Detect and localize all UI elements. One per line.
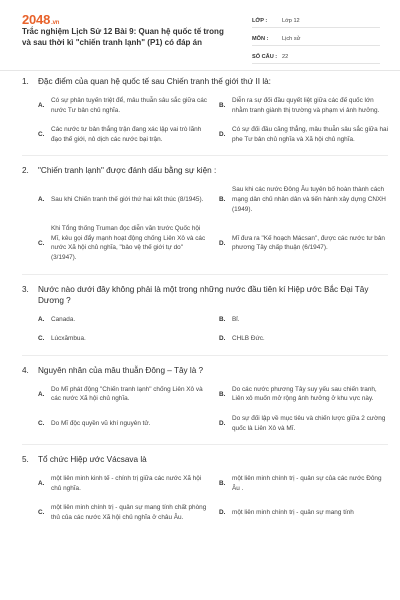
option-a[interactable] xyxy=(38,185,207,214)
question-4 xyxy=(0,365,400,445)
question-text: Nguyên nhân của mâu thuẫn Đông – Tây là ? xyxy=(38,365,204,375)
option-letter: C. xyxy=(38,419,45,427)
option-text: Bỉ. xyxy=(232,315,240,323)
meta-class-label: LỚP : xyxy=(252,17,268,24)
option-c[interactable] xyxy=(38,125,207,144)
option-text: một liên minh chính trị - quân sự của các nước Đông Âu . xyxy=(232,475,382,492)
option-letter: B. xyxy=(219,315,226,323)
option-text: một liên minh chính trị - quân sự mang tính chất phòng thủ của các nước Xã hội chủ nghĩa ở châu Âu. xyxy=(51,504,207,521)
option-letter: A. xyxy=(38,479,45,487)
option-d[interactable] xyxy=(219,125,388,144)
option-text: CHLB Đức. xyxy=(232,335,265,343)
question-3 xyxy=(0,284,400,356)
question-1 xyxy=(0,76,400,156)
option-letter: B. xyxy=(219,101,226,109)
option-c[interactable] xyxy=(38,414,207,433)
question-header xyxy=(22,284,388,306)
option-text: một liên minh kinh tế - chính trị giữa các nước Xã hội chủ nghĩa. xyxy=(51,475,202,492)
option-text: Sau khi Chiến tranh thế giới thứ hai kết thúc (8/1945). xyxy=(51,195,204,203)
option-letter: D. xyxy=(219,335,226,343)
question-text: "Chiến tranh lạnh" được đánh dấu bằng sự kiện : xyxy=(38,166,217,176)
option-text: Do Mĩ độc quyền vũ khí nguyên tử. xyxy=(51,419,151,427)
question-number: 3. xyxy=(22,284,29,294)
option-letter: D. xyxy=(219,239,226,247)
option-a[interactable] xyxy=(38,385,207,404)
logo-sub: .vn xyxy=(51,20,60,26)
option-b[interactable] xyxy=(219,385,388,404)
option-b[interactable] xyxy=(219,315,388,325)
question-divider xyxy=(22,155,388,156)
option-text: Do sự đối lập về mục tiêu và chiến lược giữa 2 cường quốc là Liên Xô và Mĩ. xyxy=(232,414,386,432)
option-text: Có sự phân tuyến triệt để, mâu thuẫn sâu sắc giữa các nước Tư bản chủ nghĩa. xyxy=(51,97,207,114)
option-b[interactable] xyxy=(219,474,388,493)
option-letter: C. xyxy=(38,130,45,138)
option-b[interactable] xyxy=(219,185,388,214)
meta-count-value: 22 xyxy=(282,53,289,60)
option-d[interactable] xyxy=(219,503,388,522)
option-b[interactable] xyxy=(219,96,388,115)
question-list xyxy=(0,76,400,522)
question-number: 4. xyxy=(22,365,29,375)
option-letter: B. xyxy=(219,479,226,487)
option-letter: A. xyxy=(38,101,45,109)
question-header xyxy=(22,76,388,87)
option-letter: B. xyxy=(219,195,226,203)
option-text: Khi Tổng thống Truman đọc diễn văn trước Quốc hội Mĩ, kêu gọi đẩy mạnh hoạt động chống Liên Xô và các nước Xã hội chủ nghĩa, "bảo vệ thế giới tự do" (3/1947). xyxy=(51,225,206,261)
option-d[interactable] xyxy=(219,224,388,262)
meta-class-row xyxy=(252,14,380,28)
question-text: Đặc điểm của quan hệ quốc tế sau Chiến tranh thế giới thứ II là: xyxy=(38,77,271,86)
meta-subject-row xyxy=(252,32,380,46)
option-c[interactable] xyxy=(38,334,207,344)
question-header xyxy=(22,365,388,376)
option-grid xyxy=(22,96,388,144)
option-letter: A. xyxy=(38,315,45,323)
option-text: Sau khi các nước Đông Âu tuyên bố hoàn thành cách mạng dân chủ nhân dân và tiến hành xây dựng CNXH (1949). xyxy=(232,186,386,213)
site-logo[interactable] xyxy=(22,12,59,27)
option-text: Diễn ra sự đối đầu quyết liệt giữa các đế quốc lớn nhằm tranh giành thị trường và phạm vi ảnh hưởng. xyxy=(232,97,380,114)
option-text: Lúcxămbua. xyxy=(51,335,86,343)
option-text: Có sự đối đầu căng thẳng, mâu thuẫn sâu sắc giữa hai phe Tư bản chủ nghĩa và Xã hội chủ nghĩa. xyxy=(232,126,388,143)
option-a[interactable] xyxy=(38,96,207,115)
option-text: Do các nước phương Tây suy yếu sau chiến tranh, Liên xô muốn mở rộng ảnh hưởng ở khu vực này. xyxy=(232,385,377,403)
question-text: Tổ chức Hiệp ước Vácsava là xyxy=(38,455,147,465)
option-a[interactable] xyxy=(38,474,207,493)
option-text: Canada. xyxy=(51,315,76,323)
option-letter: C. xyxy=(38,335,45,343)
option-letter: D. xyxy=(219,509,226,517)
question-number: 5. xyxy=(22,455,29,465)
option-text: một liên minh chính trị - quân sự mang tính xyxy=(232,509,354,517)
question-header xyxy=(22,454,388,465)
document-meta xyxy=(252,14,380,68)
question-2 xyxy=(0,165,400,274)
meta-count-row xyxy=(252,50,380,64)
page-title: Trắc nghiệm Lịch Sử 12 Bài 9: Quan hệ quốc tế trong và sau thời kì "chiến tranh lạnh" (P1) có đáp án xyxy=(22,27,224,47)
option-grid xyxy=(22,474,388,522)
question-divider xyxy=(22,274,388,275)
option-letter: C. xyxy=(38,239,45,247)
question-header xyxy=(22,165,388,176)
page-header xyxy=(0,0,400,66)
question-divider xyxy=(22,444,388,445)
meta-subject-value: Lịch sử xyxy=(282,35,301,42)
question-divider xyxy=(22,355,388,356)
option-text: Do Mĩ phát động "Chiến tranh lạnh" chống Liên Xô và các nước Xã hội chủ nghĩa. xyxy=(51,385,203,403)
question-number: 1. xyxy=(22,77,29,86)
option-letter: D. xyxy=(219,130,226,138)
option-letter: C. xyxy=(38,509,45,517)
option-text: Các nước tư bản thắng trận đang xác lập vai trò lãnh đạo thế giới, nô dịch các nước bại trận. xyxy=(51,126,202,143)
option-grid xyxy=(22,185,388,262)
option-grid xyxy=(22,315,388,344)
option-a[interactable] xyxy=(38,315,207,325)
option-letter: A. xyxy=(38,390,45,398)
meta-subject-label: MÔN : xyxy=(252,35,269,42)
option-grid xyxy=(22,385,388,433)
option-letter: A. xyxy=(38,195,45,203)
meta-count-label: SỐ CÂU : xyxy=(252,53,278,60)
question-5 xyxy=(0,454,400,522)
question-number: 2. xyxy=(22,166,29,176)
header-divider xyxy=(0,70,400,71)
option-letter: D. xyxy=(219,419,226,427)
option-d[interactable] xyxy=(219,334,388,344)
option-letter: B. xyxy=(219,390,226,398)
question-text: Nước nào dưới đây không phải là một trong những nước đầu tiên kí Hiệp ước Bắc Đại Tây Dương ? xyxy=(38,284,369,305)
option-text: Mĩ đưa ra "Kế hoạch Mácsan", được các nước tư bản phương Tây chấp thuận (6/1947). xyxy=(232,234,385,252)
option-c[interactable] xyxy=(38,224,207,262)
option-d[interactable] xyxy=(219,414,388,433)
logo-main: 2048 xyxy=(22,12,51,27)
option-c[interactable] xyxy=(38,503,207,522)
meta-class-value: Lớp 12 xyxy=(282,17,300,24)
